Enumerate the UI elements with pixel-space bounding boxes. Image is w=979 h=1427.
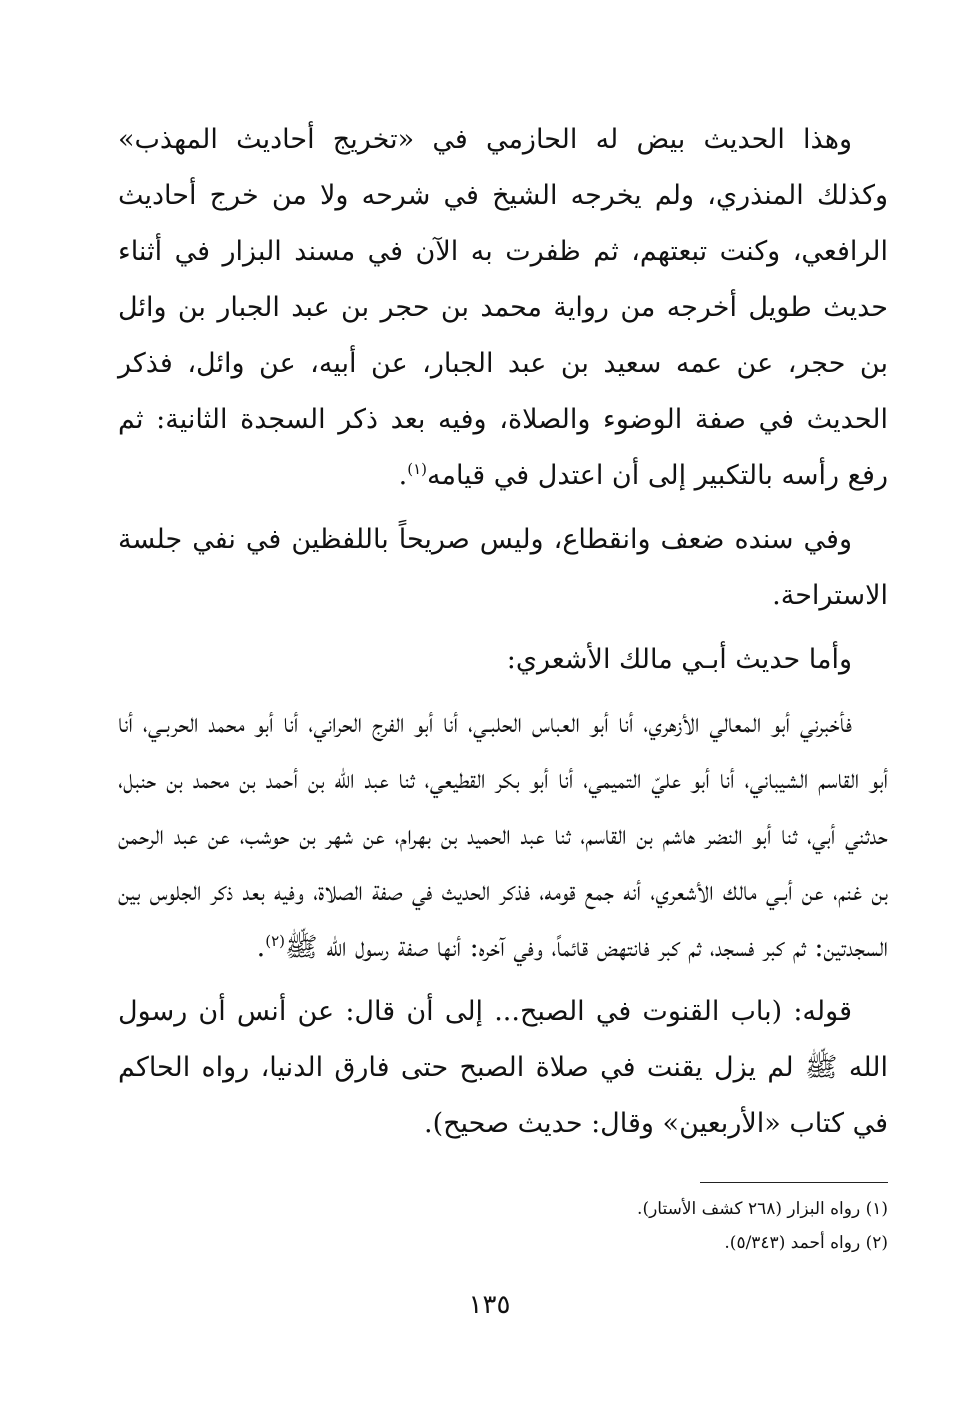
paragraph-3-heading: وأما حديث أبـي مالك الأشعري: [506,644,852,675]
footnote-ref-2[interactable]: (٢) [265,932,286,950]
page-number: ١٣٥ [468,1290,511,1320]
paragraph-2: وفي سنده ضعف وانقطاع، وليس صريحاً باللفظين في نفي جلسة الاستراحة. [118,524,888,611]
paragraph-4-text: فأخبرني أبو المعالي الأزهري، أنا أبو العباس الحلبـي، أنا أبو الفرج الحراني، أنا أبو محمد الحربـي، أنا أبو القاسم الشيباني، أنا أبو عليّ التميمي، أنا أبو بكر القطيعي، ثنا عبد الله بن أحمد بن محمد بن حنبل، حدثني أبي، ثنا أبو النضر هاشم بن القاسم، ثنا عبد الحميد بن بهرام، عن شهر بن حوشب، عن عبد الرحمن بن غنم، عن أبـي مالك الأشعري، أنه جمع قومه، فذكر الحديث في صفة الصلاة، وفيه بعد ذكر الجلوس بين السجدتين: ثم كبر فسجد، ثم كبر فانتهض قائماً، وفي آخره: أنها صفة رسول الله ﷺ [118,708,888,963]
footnote-divider [700,1182,888,1183]
footnotes [118,1192,888,1260]
footnote-ref-1[interactable]: (١) [407,460,427,478]
footnote-2: (٢) رواه أحمد (٥/٣٤٣). [724,1233,888,1253]
paragraph-5: قوله: (باب القنوت في الصبح... إلى أن قال: عن أنس أن رسول الله ﷺ لم يزل يقنت في صلاة الصبح حتى فارق الدنيا، رواه الحاكم في كتاب «الأربعين» وقال: حديث صحيح). [118,996,888,1139]
paragraph-1-text: وهذا الحديث بيض له الحازمي في «تخريج أحاديث المهذب» وكذلك المنذري، ولم يخرجه الشيخ في شرحه ولا من خرج أحاديث الرافعي، وكنت تبعتهم، ثم ظفرت به الآن في مسند البزار في أثناء حديث طويل أخرجه من رواية محمد بن حجر بن عبد الجبار بن وائل بن حجر، عن عمه سعيد بن عبد الجبار، عن أبيه، عن وائل، فذكر الحديث في صفة الوضوء والصلاة، وفيه بعد ذكر السجدة الثانية: ثم رفع رأسه بالتكبير إلى أن اعتدل في قيامه [118,124,888,491]
paragraph-1: وهذا الحديث بيض له الحازمي في «تخريج أحاديث المهذب» وكذلك المنذري، ولم يخرجه الشيخ في شرحه ولا من خرج أحاديث الرافعي، وكنت تبعتهم، ثم ظفرت به الآن في مسند البزار في أثناء حديث طويل أخرجه من رواية محمد بن حجر بن عبد الجبار بن وائل بن حجر، عن عمه سعيد بن عبد الجبار، عن أبيه، عن وائل، فذكر الحديث في صفة الوضوء والصلاة، وفيه بعد ذكر السجدة الثانية: ثم رفع رأسه بالتكبير إلى أن اعتدل في قيامه$^{(١)}$. [118,124,888,491]
main-text [118,112,888,1160]
paragraph-4: فأخبرني أبو المعالي الأزهري، أنا أبو العباس الحلبـي، أنا أبو الفرج الحراني، أنا أبو محمد الحربـي، أنا أبو القاسم الشيباني، أنا أبو عليّ التميمي، أنا أبو بكر القطيعي، ثنا عبد الله بن أحمد بن محمد بن حنبل، حدثني أبي، ثنا أبو النضر هاشم بن القاسم، ثنا عبد الحميد بن بهرام، عن شهر بن حوشب، عن عبد الرحمن بن غنم، عن أبـي مالك الأشعري، أنه جمع قومه، فذكر الحديث في صفة الصلاة، وفيه بعد ذكر الجلوس بين السجدتين: ثم كبر فسجد، ثم كبر فانتهض قائماً، وفي آخره: أنها صفة رسول الله ﷺ$^{(٢)}$. [118,708,888,963]
footnote-1: (١) رواه البزار (٢٦٨ كشف الأستار). [637,1199,888,1219]
